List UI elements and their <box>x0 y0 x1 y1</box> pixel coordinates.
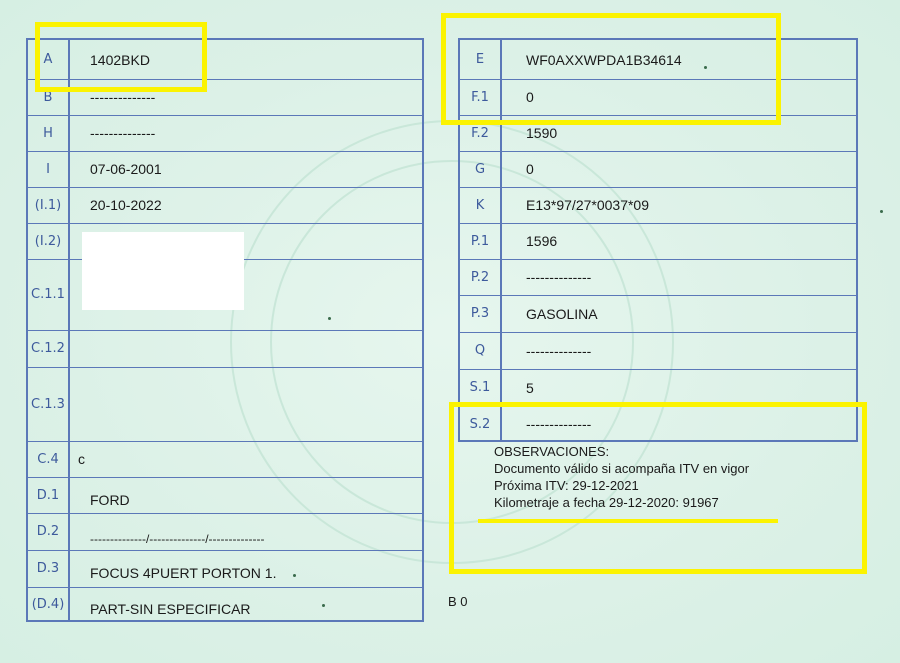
field-value: -------------- <box>526 342 592 359</box>
field-value: E13*97/27*0037*09 <box>526 197 650 213</box>
field-row-p1 <box>460 223 856 260</box>
observaciones-line: Próxima ITV: 29-12-2021 <box>494 478 639 493</box>
scan-speck <box>322 604 325 607</box>
field-row-k <box>460 187 856 224</box>
field-row-d1 <box>28 477 422 514</box>
field-value: -------------- <box>90 89 156 105</box>
field-code: D.1 <box>28 477 70 513</box>
field-row-d3 <box>28 550 422 588</box>
field-row-i <box>28 151 422 188</box>
field-value: 07-06-2001 <box>90 161 162 177</box>
field-code: P.3 <box>460 295 502 332</box>
highlight-box-vin <box>441 13 781 125</box>
field-row-d2 <box>28 513 422 551</box>
field-value: GASOLINA <box>526 305 598 322</box>
field-code: A <box>28 40 70 79</box>
field-value: 0 <box>526 89 534 105</box>
field-value: -------------- <box>526 269 592 285</box>
field-row-q <box>460 332 856 370</box>
highlight-underline <box>478 519 778 523</box>
footer-code: B 0 <box>448 594 468 609</box>
field-value: 1596 <box>526 233 558 249</box>
field-code: F.2 <box>460 115 502 151</box>
highlight-box-observaciones <box>449 402 867 574</box>
field-row-c12 <box>28 330 422 368</box>
field-row-h <box>28 115 422 152</box>
field-value: FORD <box>90 492 130 508</box>
field-row-c13 <box>28 367 422 442</box>
scan-speck <box>880 210 883 213</box>
field-row-i1 <box>28 187 422 224</box>
field-value: -------------- <box>526 416 592 432</box>
field-code: I <box>28 151 70 187</box>
observaciones-title: OBSERVACIONES: <box>494 444 610 459</box>
observaciones-line: Documento válido si acompaña ITV en vigor <box>494 461 750 476</box>
field-code: (I.2) <box>28 223 70 259</box>
scan-speck <box>704 66 707 69</box>
field-row-c4 <box>28 441 422 478</box>
highlight-box-plate <box>35 22 207 92</box>
field-value: -------------- <box>90 125 156 141</box>
field-code: B <box>28 79 70 115</box>
field-value: PART-SIN ESPECIFICAR <box>90 600 251 617</box>
field-code: F.1 <box>460 79 502 115</box>
field-row-p2 <box>460 259 856 296</box>
field-code: E <box>460 40 502 79</box>
field-value: FOCUS 4PUERT PORTON 1. <box>90 564 277 581</box>
scan-speck <box>328 317 331 320</box>
field-code: K <box>460 187 502 223</box>
left-fields-table <box>26 38 424 622</box>
field-value: 1402BKD <box>90 51 150 68</box>
field-code: D.3 <box>28 550 70 587</box>
field-value: 20-10-2022 <box>90 197 162 213</box>
field-code: C.4 <box>28 441 70 477</box>
field-value: 1590 <box>526 125 558 141</box>
field-code: Q <box>460 332 502 369</box>
field-code: S.2 <box>460 406 502 442</box>
field-code: C.1.3 <box>28 367 70 441</box>
field-code: (D.4) <box>28 587 70 622</box>
field-value: 5 <box>526 379 534 396</box>
field-value: 0 <box>526 161 534 177</box>
field-code: H <box>28 115 70 151</box>
field-value: --------------/--------------/-------------- <box>90 531 265 546</box>
field-code: C.1.2 <box>28 330 70 367</box>
field-value: c <box>78 451 85 467</box>
field-row-g <box>460 151 856 188</box>
field-row-d4 <box>28 587 422 622</box>
scan-speck <box>293 574 296 577</box>
field-code: P.1 <box>460 223 502 259</box>
field-value: WF0AXXWPDA1B34614 <box>526 51 682 68</box>
field-row-p3 <box>460 295 856 333</box>
field-code: P.2 <box>460 259 502 295</box>
field-code: G <box>460 151 502 187</box>
field-code: D.2 <box>28 513 70 550</box>
field-code: (I.1) <box>28 187 70 223</box>
field-code: S.1 <box>460 369 502 406</box>
field-code: C.1.1 <box>28 259 70 330</box>
observaciones-line: Kilometraje a fecha 29-12-2020: 91967 <box>494 495 719 510</box>
redacted-holder-name <box>82 232 244 310</box>
